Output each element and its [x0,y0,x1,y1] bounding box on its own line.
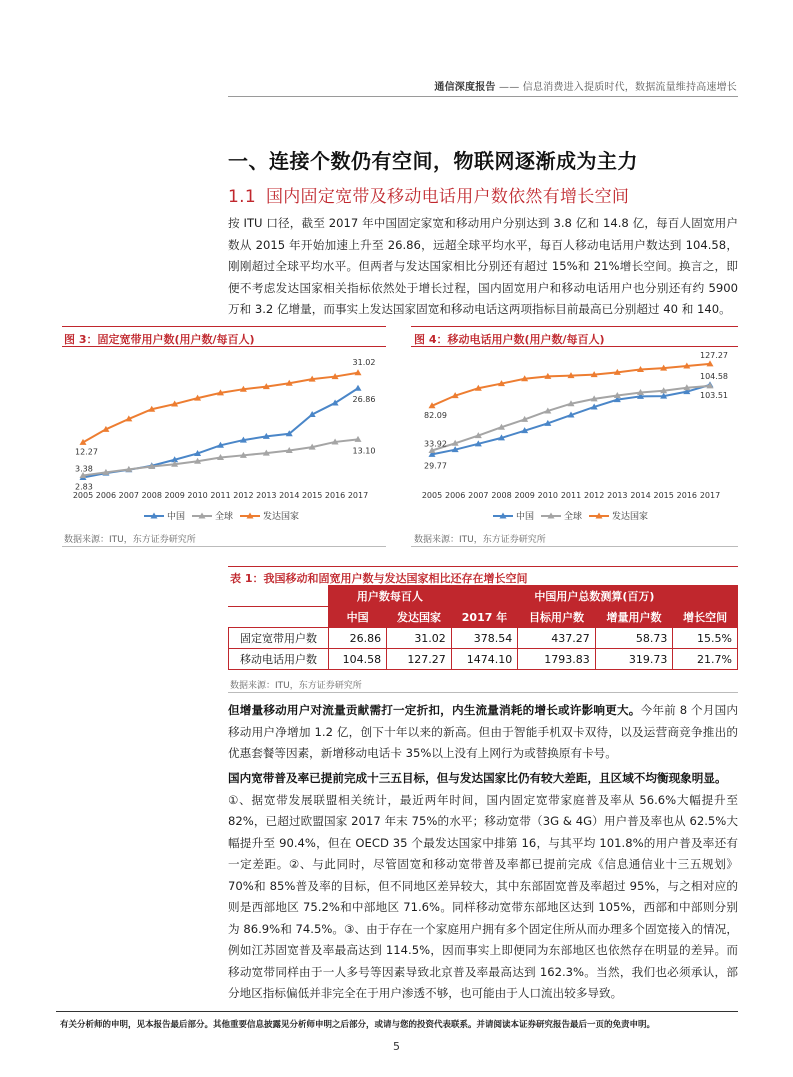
data-label: 3.38 [75,464,93,474]
x-tick-label: 2012 [233,491,254,500]
data-label: 103.51 [700,390,728,400]
x-tick-label: 2013 [256,491,277,500]
table-group-per-hundred: 用户数每百人 [329,586,452,607]
col-increment: 增量用户数 [595,607,673,628]
data-label: 2.83 [75,482,93,492]
x-tick-label: 2011 [210,491,231,500]
table-cell: 437.27 [518,628,596,649]
x-tick-label: 2011 [560,491,582,500]
paragraph-3-body: ①、据宽带发展联盟相关统计，最近两年时间，国内固定宽带家庭普及率从 56.6%大幅提升至 82%，已超过欧盟国家 2017 年末 75%的水平；移动宽带（3G & 4G）用户普及率也从 62.5%大幅提升至 90.4%，但在 OECD 35 个最发达国家中排第 16，与其平均 101.8%的用户普及率还有一定差距。②、与此同时，尽管固宽和移动宽带普及率都已提前完成《信息通信业十三五规划》70%和 85%普及率的目标，但不同地区差异较大，其中东部固宽普及率超过 95%，与之相对应的则是西部地区 75.2%和中部地区 71.6%。同样移动宽带东部地区达到 105%，西部和中部则分别为 86.9%和 74.5%。③、由于存在一个家庭用户拥有多个固定住所从而办理多个固宽接入的情况，例如江苏固宽普及率最高达到 114.5%，因而事实上即便同为东部地区也依然存在明显的差异。而移动宽带同样由于一人多号等因素导致北京普及率最高达到 162.3%。当然，我们也必须承认，部分地区指标偏低并非完全在于用户渗透不够，也可能由于人口流出较多导致。 [228,792,738,1000]
data-label: 26.86 [352,395,376,405]
series-line-0 [432,385,710,454]
table-cell: 104.58 [329,649,387,670]
col-target: 目标用户数 [518,607,596,628]
legend-label: 全球 [215,512,234,522]
paragraph-2 [228,700,738,765]
report-subtitle: 信息消费进入提质时代，数据流量维持高速增长 [522,82,737,93]
x-tick-label: 2008 [141,491,162,500]
table-corner-cell-2 [229,607,329,628]
paragraph-2-lead: 但增量移动用户对流量贡献需打一定折扣，内生流量消耗的增长或许影响更大。 [228,703,641,717]
legend-label: 全球 [564,512,583,522]
comparison-table [228,585,738,670]
x-tick-label: 2010 [537,491,559,500]
footer-disclaimer: 有关分析师的申明，见本报告最后部分。其他重要信息披露见分析师申明之后部分，或请与您的投资代表联系。并请阅读本证券研究报告最后一页的免责申明。 [60,1020,656,1030]
table-cell: 127.27 [387,649,452,670]
table-header-row-2 [229,607,738,628]
col-developed: 发达国家 [387,607,452,628]
x-tick-label: 2005 [72,491,94,500]
x-tick-label: 2009 [164,491,185,500]
figure-4-top-rule [411,326,738,327]
header-dash: —— [499,82,520,93]
paragraph-1: 按 ITU 口径，截至 2017 年中国固定家宽和移动用户分别达到 3.8 亿和 14.8 亿，每百人固宽用户数从 2015 年开始加速上升至 26.86，远超全球平均水平，每百人移动电话用户数达到 104.58，刚刚超过全球平均水平。但两者与发达国家相比分别还有超过 15%和 21%增长空间。换言之，即便不考虑发达国家相关指标依然处于增长过程，国内固宽用户和移动电话用户也分别还有约 5900 万和 3.2 亿增量，而事实上发达国家固宽和移动电话这两项指标目前最高已分别超过 40 和 140。 [228,216,738,316]
report-type: 通信深度报告 [434,82,496,93]
x-tick-label: 2006 [444,491,466,500]
data-label: 12.27 [75,447,98,457]
figure-4-title: 图 4：移动电话用户数(用户数/每百人) [414,333,605,346]
table-row [229,628,738,649]
figure-4-bottom-rule [411,546,738,547]
subsection-title [228,182,629,207]
table-group-total: 中国用户总数测算(百万) [451,586,737,607]
legend-label: 中国 [516,512,535,522]
figure-3-source: 数据来源：ITU，东方证券研究所 [64,535,196,545]
figure-3-title-rule [62,346,386,347]
running-header [300,78,737,93]
paragraph-3-lead: 国内宽带普及率已提前完成十三五目标，但与发达国家比仍有较大差距，且区域不均衡现象明显。 [228,771,727,785]
series-line-0 [83,388,358,477]
table-cell: 319.73 [595,649,673,670]
table-cell: 1474.10 [451,649,517,670]
x-tick-label: 2006 [95,491,117,500]
x-tick-label: 2016 [676,491,698,500]
x-tick-label: 2007 [118,491,140,500]
table-top-rule [228,566,738,567]
table-row [229,649,738,670]
subsection-number: 1.1 [228,187,256,207]
data-label: 31.02 [352,357,376,367]
x-tick-label: 2015 [653,491,674,500]
paragraph-3 [228,768,738,1005]
legend-label: 发达国家 [263,512,300,522]
figure-3-title: 图 3：固定宽带用户数(用户数/每百人) [64,333,255,346]
paragraph-2-body: 今年前 8 个月国内移动用户净增加 1.2 亿，创下十年以来的新高。但由于智能手机双卡双待，以及运营商竞争推出的优惠套餐等因素，新增移动电话卡 35%以上没有上网行为或替换原有卡号。 [228,703,738,760]
table-cell: 21.7% [673,649,738,670]
row-label: 移动电话用户数 [229,649,329,670]
x-tick-label: 2005 [421,491,443,500]
x-tick-label: 2014 [279,491,300,500]
page-number: 5 [393,1040,400,1053]
x-tick-label: 2014 [630,491,651,500]
data-label: 82.09 [424,410,447,420]
data-label: 33.92 [424,439,447,449]
legend-label: 发达国家 [612,512,649,522]
section-title: 一、连接个数仍有空间，物联网逐渐成为主力 [228,149,638,173]
table-corner-cell [229,586,329,607]
figure-4-source: 数据来源：ITU，东方证券研究所 [414,535,546,545]
table-cell: 378.54 [451,628,517,649]
figure-3-top-rule [62,326,386,327]
x-tick-label: 2017 [699,491,721,500]
subsection-text: 国内固定宽带及移动电话用户数依然有增长空间 [265,187,630,207]
col-growth: 增长空间 [673,607,738,628]
col-china: 中国 [329,607,387,628]
footer-divider [56,1011,738,1012]
x-tick-label: 2016 [324,491,346,500]
series-line-2 [432,364,710,406]
table-title: 表 1：我国移动和固宽用户数与发达国家相比还存在增长空间 [230,572,528,585]
table-header-row-1 [229,586,738,607]
table-cell: 15.5% [673,628,738,649]
x-tick-label: 2009 [514,491,535,500]
data-label: 29.77 [424,461,447,471]
data-label: 127.27 [700,350,728,360]
figure-4-chart [411,348,738,528]
data-point [355,385,362,391]
table-cell: 1793.83 [518,649,596,670]
table-cell: 26.86 [329,628,387,649]
data-label: 13.10 [352,446,376,456]
figure-4-title-rule [411,346,738,347]
table-cell: 31.02 [387,628,452,649]
figure-3-chart [62,348,386,528]
x-tick-label: 2013 [607,491,628,500]
row-label: 固定宽带用户数 [229,628,329,649]
x-tick-label: 2017 [347,491,369,500]
x-tick-label: 2008 [491,491,512,500]
legend-label: 中国 [167,512,186,522]
x-tick-label: 2010 [187,491,208,500]
col-2017: 2017 年 [451,607,517,628]
x-tick-label: 2007 [468,491,489,500]
x-tick-label: 2012 [583,491,605,500]
figure-3-bottom-rule [62,546,386,547]
x-tick-label: 2015 [301,491,323,500]
header-divider [228,96,738,97]
table-cell: 58.73 [595,628,673,649]
data-label: 104.58 [700,371,728,381]
table-source: 数据来源：ITU，东方证券研究所 [230,681,362,691]
series-line-2 [83,373,358,443]
table-bottom-rule [228,692,738,693]
